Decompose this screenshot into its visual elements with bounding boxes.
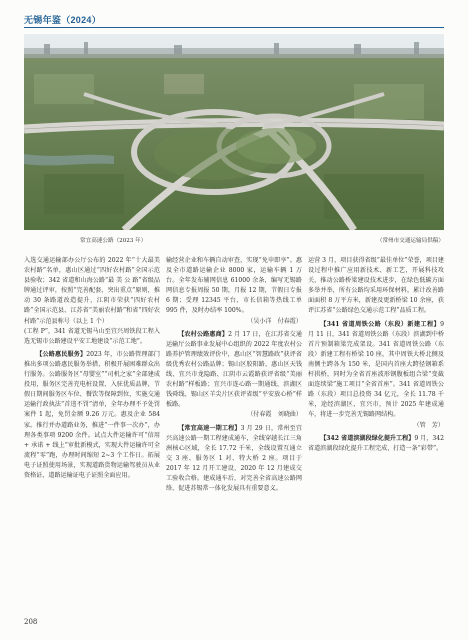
page-number: 208 [24,618,38,626]
text-column-1 [24,256,160,481]
paragraph: 运营 3 月，项目获得省级“最佳单位”荣誉，项目建设过程中推广应用新技术、新工艺，开展科技攻关，推动公路桥梁建设技术进步，在绿色低碳方面多举并举，所有公路均采用环保材料，累计改善路面面积 8 万平方米，新建及更新桥梁 10 余座，获评江苏省“公路绿色交通示范工程”品质工程。 [308,257,444,315]
section-heading: 【常宜高速一期工程】 [178,424,241,432]
page-header-title: 无锡年鉴（2024） [24,15,102,25]
section-paragraph [24,350,160,481]
author-credit: （付春霞 刘晓曲） [247,411,302,419]
highway-interchange-image [24,34,444,230]
paragraph: 入选交通运输部办公厅公布的 2022 年“十大最美农村路”名单，惠山区通过“四好农村路”全国示范县验收；342 省道和山海公路“最 美 公 路”省级品牌通过评审，按照“完善配套、突出重点”原则，推动 30 条路道改造提升，江阴市荣获“四好农村路”全国示范县、江苏省“美丽农村路”和省“四好农村路”示范县称号（以上 1 个） [24,257,160,325]
section-paragraph [308,320,444,421]
photo-credit: （常州市交通运输局供稿） [376,238,444,244]
paragraph-text: 2023 年，市公路管理部门推出多项公路惠民服务举措，积极开展困难群众出行服务。公路服务区“母婴室”“司机之家”全部建成投用，服务区完善充电桩设置、入驻优质品牌，节假日期间服务区车位、餐饮等保障到位，实施交通运输行政执法“首违不罚”清单，全年办理不予处罚案件 1 起，免罚金额 9.26 万元。惠及企业 584 家。推行并办道路业务，推进“一件事一次办”，办理各类事项 9200 余件。试点大件运输许可“信用 + 承诺 + 线上”审批新模式，实现大件运输许可全流程“零”跑，办理时间缩短 2~3 个工作日。拓展电子证照使用场景，实现道路货物运输驾驶员从业资格证、道路运输证电子证照全面应用。 [24,350,161,479]
paragraph-text: 9 月，342 省道滨湖段绿化提升工程完成，打造一条“彩带”。 [308,434,444,452]
section-heading: 【342 省道滨湖段绿化提升工程】 [320,434,415,442]
text-column-3 [308,256,444,454]
section-paragraph [166,330,302,411]
section-heading: 【农村公路惠商】 [178,330,229,338]
section-paragraph [308,434,444,454]
paragraph: 输经营企业和车辆自动审查，实现“免申即享”。惠及全市道路运输企业 8000 家，运输车辆 1 万台。全年发布辅网信息 61000 余条，编写无锡路网信息专报周报 50 期，月报 12 期，节假日专报 6 期；受理 12345 平台、市长信箱等热线工单 995 件，及时办结率 100%。 [166,257,302,315]
section-paragraph [166,424,302,495]
paragraph: (工程 P”，341 省道无锡马山至宜兴周铁段工程入选无锡市公路建设平安工地建设“示范工地”。 [24,327,160,345]
author-credit: （吴小洋 付春霞） [247,317,302,325]
header-rule [24,27,444,28]
photo-caption: 常宜高速公路（2023 年） [80,238,147,244]
section-heading: 【公路惠民服务】 [36,350,87,358]
highway-photo [24,34,444,230]
section-heading: 【341 省道周铁公路（东段）新建工程】 [320,320,441,328]
author-credit: （管 芳） [413,421,444,429]
text-column-2 [166,256,302,494]
paragraph-text: 9 月 11 日，341 省道周铁公路（东段）滨湖到中桥首片预制箱梁完成架设。341 省道周铁公路（东段）新建工程有桥梁 10 座，其中周铁大桥北侧及南侧主跨各为 150 米，是国内首座大跨径钢箱系杆拱桥，同时为全省首座波形钢腹板组合梁“变截面连续梁”施工项目“全省首座”。341 省道周铁公路（东段）项目总投资 34 亿元，全长 11.78 千米，途经滨湖区、宜兴市，预计 2025 年建成通车，将进一步完善无锡路网结构。 [308,320,444,419]
paragraph-text: 3 月 29 日，常州至宜兴高速公路一期工程建成通车，全线穿越长江三角洲核心区域，全长 17.72 千米，全线设置互通立交 3 座、服务区 1 对、特大桥 2 座。项目于 2017 年 12 月开工建设，2020 年 12 月建成交工验收合格。建成通车后，对完善全省高速公路网络、促进苏锡常一体化发展具有重要意义。 [166,424,303,493]
paragraph-text: 2 月 17 日，在江苏省交通运输厅公路事业发展中心组织的 2022 年度农村公路养护管理绩效评价中，惠山区“智慧路政”获评省级优秀农村公路品牌；锡山区胶阳路、惠山区天钱线、宜兴市龙隐路、江阴市云霞路获评省级“美丽农村路”样板路；宜兴市连心路一期通线、滨湖区钱舜线、锡山区羊尖片区获评省级“平安放心桥”样板路。 [166,330,302,409]
